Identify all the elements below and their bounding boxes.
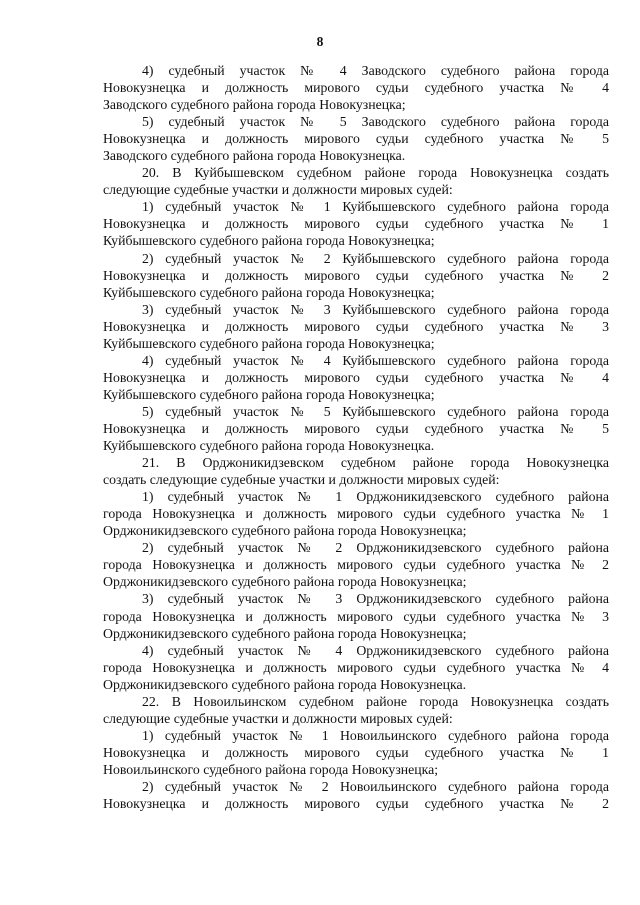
text-line: следующие судебные участки и должности мировых судей:: [103, 182, 453, 198]
text-line: города Новокузнецка и должность мирового судьи судебного участка № 4: [103, 659, 609, 675]
text-line: Новокузнецка и должность мирового судьи судебного участка № 5: [103, 420, 609, 436]
text-line: Заводского судебного района города Новокузнецка.: [103, 148, 406, 164]
text-line: Куйбышевского судебного района города Новокузнецка.: [103, 438, 435, 454]
text-line: 3) судебный участок № 3 Куйбышевского судебного района города: [142, 301, 609, 317]
text-line: Куйбышевского судебного района города Новокузнецка;: [103, 233, 435, 249]
text-line: Новоильинского судебного района города Новокузнецка;: [103, 761, 439, 777]
text-line: Орджоникидзевского судебного района города Новокузнецка;: [103, 574, 467, 590]
text-line: Куйбышевского судебного района города Новокузнецка;: [103, 386, 435, 402]
text-line: создать следующие судебные участки и должности мировых судей:: [103, 472, 500, 488]
text-line: 20. В Куйбышевском судебном районе города Новокузнецка создать: [142, 165, 609, 181]
text-line: 4) судебный участок № 4 Орджоникидзевского судебного района: [142, 642, 609, 658]
text-line: 22. В Новоильинском судебном районе города Новокузнецка создать: [142, 693, 609, 709]
text-line: 21. В Орджоникидзевском судебном районе города Новокузнецка: [142, 455, 609, 471]
text-line: 4) судебный участок № 4 Заводского судебного района города: [142, 63, 609, 78]
text-line: Новокузнецка и должность мирового судьи судебного участка № 1: [103, 216, 609, 232]
text-line: 5) судебный участок № 5 Заводского судебного района города: [142, 114, 609, 130]
text-line: Новокузнецка и должность мирового судьи судебного участка № 1: [103, 744, 609, 760]
text-line: города Новокузнецка и должность мирового судьи судебного участка № 1: [103, 506, 609, 522]
text-line: 2) судебный участок № 2 Новоильинского судебного района города: [142, 778, 609, 794]
text-line: Заводского судебного района города Новокузнецка;: [103, 97, 406, 113]
text-line: Новокузнецка и должность мирового судьи судебного участка № 4: [103, 369, 609, 385]
text-line: Новокузнецка и должность мирового судьи судебного участка № 2: [103, 796, 609, 812]
text-line: Куйбышевского судебного района города Новокузнецка;: [103, 284, 435, 300]
page-number: 8: [316, 34, 324, 49]
text-line: Куйбышевского судебного района города Новокузнецка;: [103, 335, 435, 351]
text-line: 2) судебный участок № 2 Орджоникидзевского судебного района: [142, 540, 609, 556]
text-line: 1) судебный участок № 1 Новоильинского судебного района города: [142, 727, 609, 743]
text-line: 1) судебный участок № 1 Куйбышевского судебного района города: [142, 199, 609, 215]
text-line: Новокузнецка и должность мирового судьи судебного участка № 2: [103, 267, 609, 283]
document-body: [103, 62, 609, 812]
text-line: Орджоникидзевского судебного района города Новокузнецка;: [103, 625, 467, 641]
text-line: Новокузнецка и должность мирового судьи судебного участка № 3: [103, 318, 609, 334]
text-line: 3) судебный участок № 3 Орджоникидзевского судебного района: [142, 591, 609, 607]
text-line: 4) судебный участок № 4 Куйбышевского судебного района города: [142, 352, 609, 368]
text-line: Орджоникидзевского судебного района города Новокузнецка.: [103, 676, 467, 692]
text-line: 5) судебный участок № 5 Куйбышевского судебного района города: [142, 403, 609, 419]
text-line: 2) судебный участок № 2 Куйбышевского судебного района города: [142, 250, 609, 266]
text-line: Новокузнецка и должность мирового судьи судебного участка № 4: [103, 80, 609, 96]
text-line: следующие судебные участки и должности мировых судей:: [103, 710, 453, 726]
text-line: 1) судебный участок № 1 Орджоникидзевского судебного района: [142, 489, 609, 505]
text-line: города Новокузнецка и должность мирового судьи судебного участка № 2: [103, 557, 609, 573]
text-line: Новокузнецка и должность мирового судьи судебного участка № 5: [103, 131, 609, 147]
text-line: города Новокузнецка и должность мирового судьи судебного участка № 3: [103, 608, 609, 624]
text-line: Орджоникидзевского судебного района города Новокузнецка;: [103, 523, 467, 539]
